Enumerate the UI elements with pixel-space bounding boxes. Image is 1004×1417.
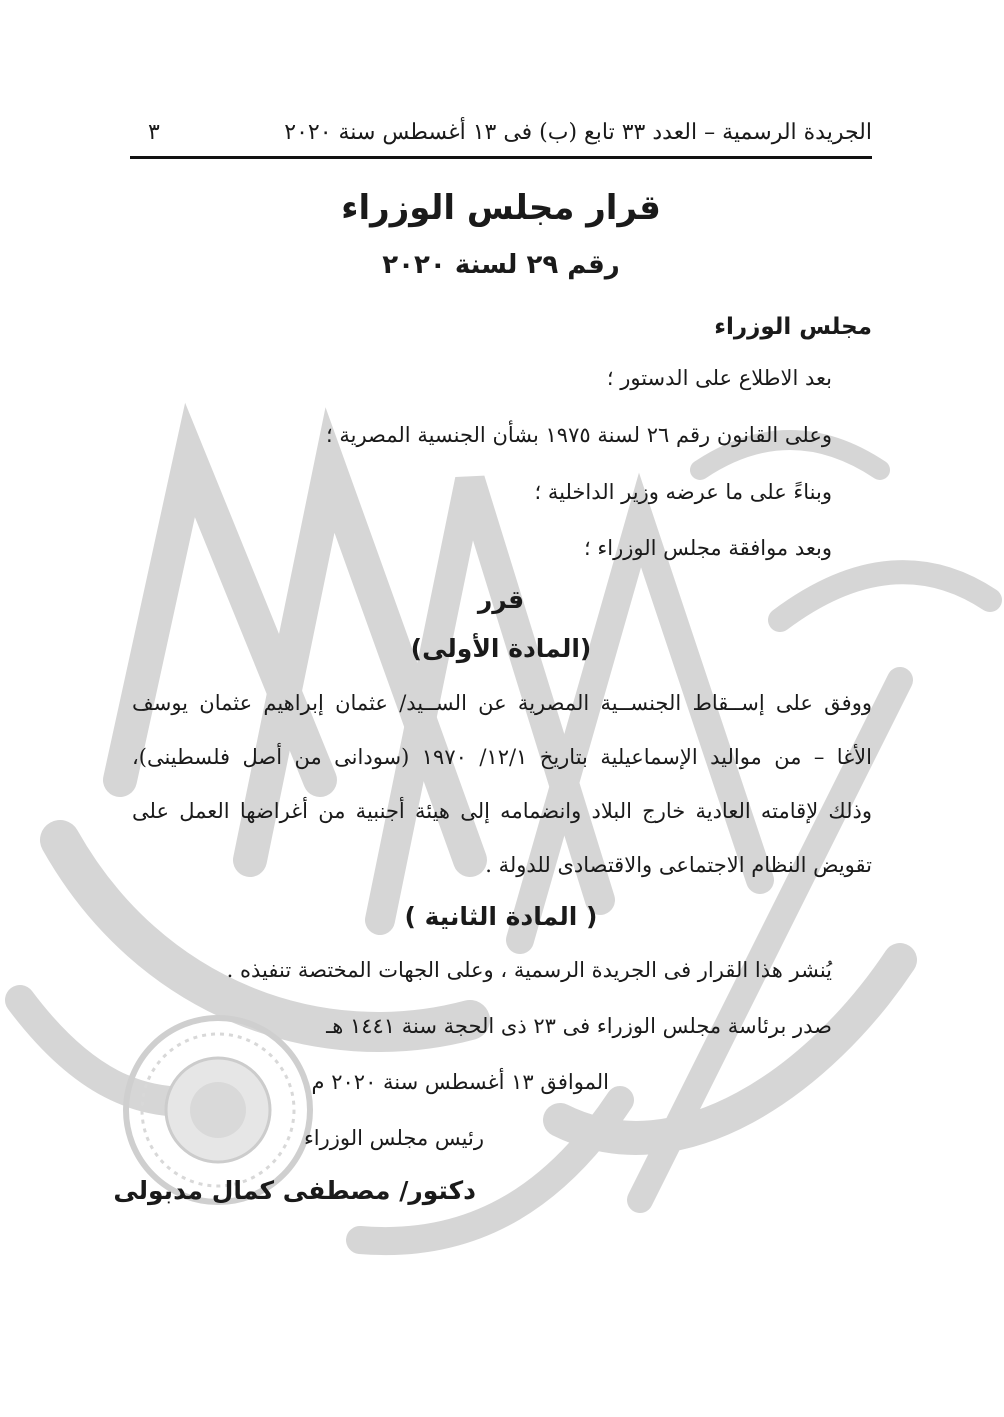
- signer-name: دكتور/ مصطفى كمال مدبولى: [113, 1176, 476, 1205]
- recital-line: وبعد موافقة مجلس الوزراء ؛: [584, 536, 832, 560]
- page-header: [130, 112, 872, 152]
- article-2-heading: ( المادة الثانية ): [404, 902, 598, 931]
- page-number: ٣: [148, 119, 160, 145]
- article-1-line: الأغا – من مواليد الإسماعيلية بتاريخ ١٢/١/ ١٩٧٠ (سودانى من أصل فلسطينى)،: [132, 745, 872, 769]
- signer-title: رئيس مجلس الوزراء: [303, 1126, 484, 1150]
- issued-date: صدر برئاسة مجلس الوزراء فى ٢٣ ذى الحجة سنة ١٤٤١ هـ: [326, 1014, 832, 1038]
- article-1-line: تقويض النظام الاجتماعى والاقتصادى للدولة .: [485, 853, 872, 877]
- decree-number: رقم ٢٩ لسنة ٢٠٢٠: [382, 250, 620, 280]
- recital-line: بعد الاطلاع على الدستور ؛: [606, 366, 832, 390]
- decree-title: قرار مجلس الوزراء: [341, 188, 661, 228]
- header-divider: [130, 156, 872, 159]
- recital-line: وبناءً على ما عرضه وزير الداخلية ؛: [534, 480, 832, 504]
- article-2-line: يُنشر هذا القرار فى الجريدة الرسمية ، وعلى الجهات المختصة تنفيذه .: [226, 958, 832, 982]
- decided-heading: قرر: [477, 585, 525, 614]
- issuing-authority: مجلس الوزراء: [714, 314, 872, 340]
- gregorian-date: الموافق ١٣ أغسطس سنة ٢٠٢٠ م: [311, 1070, 609, 1094]
- article-1-line: وذلك لإقامته العادية خارج البلاد وانضمامه إلى هيئة أجنبية من أغراضها العمل على: [132, 799, 872, 823]
- article-1-line: ووفق على إســقاط الجنســية المصرية عن الســيد/ عثمان إبراهيم عثمان يوسف: [132, 691, 872, 715]
- running-title: الجريدة الرسمية – العدد ٣٣ تابع (ب) فى ١٣ أغسطس سنة ٢٠٢٠: [284, 119, 872, 145]
- article-1-heading: (المادة الأولى): [410, 634, 592, 663]
- recital-line: وعلى القانون رقم ٢٦ لسنة ١٩٧٥ بشأن الجنسية المصرية ؛: [326, 423, 832, 447]
